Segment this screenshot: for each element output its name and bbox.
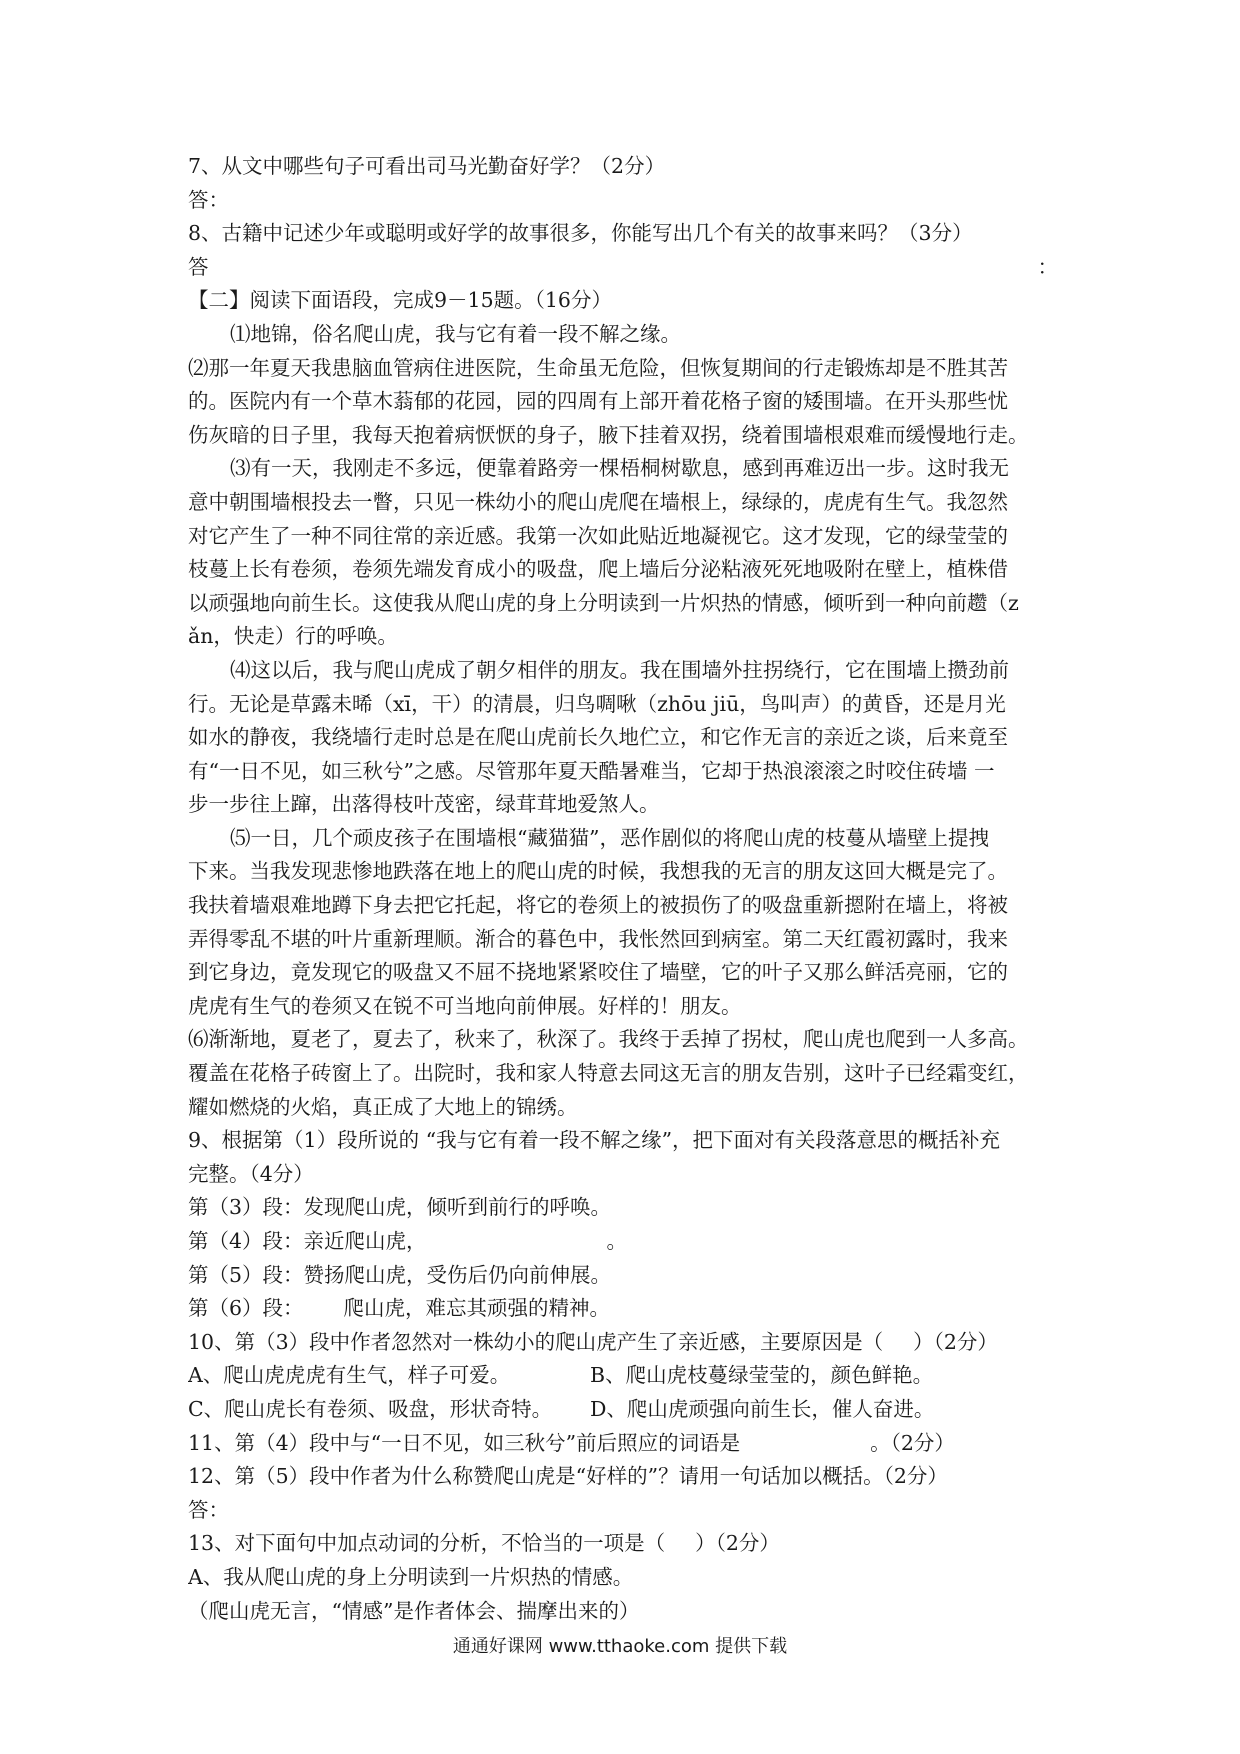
passage-paragraph-4-line: 行。无论是草露未晞（xī，干）的清晨，归鸟啁啾（zhōu jiū，鸟叫声）的黄昏，还是月光 bbox=[188, 691, 1006, 716]
q10-option-a[interactable]: A、爬山虎虎虎有生气，样子可爱。 bbox=[188, 1363, 511, 1388]
q7-answer-label: 答： bbox=[188, 187, 229, 212]
q11-question-start: 11、第（4）段中与“一日不见，如三秋兮”前后照应的词语是 bbox=[188, 1430, 741, 1455]
page-footer: 通通好课网 www.tthaoke.com 提供下载 bbox=[452, 1636, 788, 1657]
q10-question-end: ）（2分） bbox=[913, 1329, 998, 1354]
q7-question: 7、从文中哪些句子可看出司马光勤奋好学？（2分） bbox=[188, 154, 666, 178]
passage-paragraph-4-line: 有“一日不见，如三秋兮”之感。尽管那年夏天酷暑难当，它却于热浪滚滚之时咬住砖墙 一 bbox=[188, 758, 995, 783]
q9-item-p6 bbox=[188, 1292, 1058, 1326]
q9-item-p5: 第（5）段：赞扬爬山虎，受伤后仍向前伸展。 bbox=[188, 1262, 612, 1287]
q13-option-a: A、我从爬山虎的身上分明读到一片炽热的情感。 bbox=[188, 1564, 634, 1589]
passage-paragraph-5-line: 到它身边，竟发现它的吸盘又不屈不挠地紧紧咬住了墙壁，它的叶子又那么鲜活亮丽，它的 bbox=[188, 960, 1008, 985]
section2-heading: 【二】阅读下面语段，完成9－15题。（16分） bbox=[188, 288, 612, 313]
passage-paragraph-2-line: 伤灰暗的日子里，我每天抱着病恹恹的身子，腋下挂着双拐，绕着围墙根艰难而缓慢地行走。 bbox=[188, 422, 1029, 447]
document-content bbox=[188, 150, 1058, 1628]
passage-paragraph-4-line: ⑷这以后，我与爬山虎成了朝夕相伴的朋友。我在围墙外拄拐绕行，它在围墙上攒劲前 bbox=[230, 657, 1009, 682]
q13-note-a: （爬山虎无言，“情感”是作者体会、揣摩出来的） bbox=[188, 1598, 640, 1623]
passage-paragraph-4-line: 如水的静夜，我绕墙行走时总是在爬山虎前长久地伫立，和它作无言的亲近之谈，后来竟至 bbox=[188, 725, 1008, 750]
q8-answer-line bbox=[188, 251, 1058, 285]
q9-item-p6-start: 第（6）段： bbox=[188, 1296, 304, 1321]
passage-paragraph-2-line: ⑵那一年夏天我患脑血管病住进医院，生命虽无危险，但恢复期间的行走锻炼却是不胜其苦 bbox=[188, 355, 1008, 380]
passage-paragraph-5-line: ⑸一日，几个顽皮孩子在围墙根“藏猫猫”，恶作剧似的将爬山虎的枝蔓从墙壁上提拽 bbox=[230, 825, 989, 850]
passage-paragraph-3-line: ⑶有一天，我刚走不多远，便靠着路旁一棵梧桐树歇息，感到再难迈出一步。这时我无 bbox=[230, 456, 1009, 481]
passage-paragraph-6-line: 耀如燃烧的火焰，真正成了大地上的锦绣。 bbox=[188, 1094, 578, 1119]
q8-question: 8、古籍中记述少年或聪明或好学的故事很多，你能写出几个有关的故事来吗？（3分） bbox=[188, 221, 973, 246]
q10-question bbox=[188, 1326, 1058, 1360]
passage-paragraph-6-line: ⑹渐渐地，夏老了，夏去了，秋来了，秋深了。我终于丢掉了拐杖，爬山虎也爬到一人多高。 bbox=[188, 1027, 1029, 1052]
q9-question-line: 完整。（4分） bbox=[188, 1161, 314, 1186]
passage-paragraph-3-line: ǎn，快走）行的呼唤。 bbox=[188, 624, 398, 649]
passage-paragraph-2-line: 的。医院内有一个草木蓊郁的花园，园的四周有上部开着花格子窗的矮围墙。在开头那些忧 bbox=[188, 389, 1008, 414]
q11-question-end: 。（2分） bbox=[870, 1430, 955, 1455]
q10-option-c[interactable]: C、爬山虎长有卷须、吸盘，形状奇特。 bbox=[188, 1396, 553, 1421]
q8-answer-colon: ： bbox=[1037, 254, 1058, 279]
q9-item-p4-start: 第（4）段：亲近爬山虎， bbox=[188, 1229, 427, 1253]
q12-answer-label: 答： bbox=[188, 1497, 229, 1522]
passage-paragraph-6-line: 覆盖在花格子砖窗上了。出院时，我和家人特意去同这无言的朋友告别，这叶子已经霜变红， bbox=[188, 1061, 1029, 1086]
q10-options-row-2 bbox=[188, 1393, 1058, 1427]
q9-item-p4-end: 。 bbox=[606, 1229, 628, 1253]
q10-option-b[interactable]: B、爬山虎枝蔓绿莹莹的，颜色鲜艳。 bbox=[590, 1363, 934, 1388]
q9-item-p6-end: 爬山虎，难忘其顽强的精神。 bbox=[343, 1296, 611, 1321]
passage-paragraph-3-line: 枝蔓上长有卷须，卷须先端发育成小的吸盘，爬上墙后分泌粘液死死地吸附在壁上，植株借 bbox=[188, 557, 1008, 582]
passage-paragraph-3-line: 对它产生了一种不同往常的亲近感。我第一次如此贴近地凝视它。这才发现，它的绿莹莹的 bbox=[188, 523, 1008, 548]
passage-paragraph-5-line: 下来。当我发现悲惨地跌落在地上的爬山虎的时候，我想我的无言的朋友这回大概是完了。 bbox=[188, 859, 1008, 884]
passage-paragraph-3-line: 意中朝围墙根投去一瞥，只见一株幼小的爬山虎爬在墙根上，绿绿的，虎虎有生气。我忽然 bbox=[188, 489, 1008, 514]
passage-paragraph-5-line: 弄得零乱不堪的叶片重新理顺。渐合的暮色中，我怅然回到病室。第二天红霞初露时，我来 bbox=[188, 926, 1008, 951]
q9-item-p3: 第（3）段：发现爬山虎，倾听到前行的呼唤。 bbox=[188, 1195, 612, 1220]
passage-paragraph-5-line: 虎虎有生气的卷须又在锐不可当地向前伸展。好样的！朋友。 bbox=[188, 993, 742, 1018]
passage-paragraph-1: ⑴地锦，俗名爬山虎，我与它有着一段不解之缘。 bbox=[230, 321, 681, 346]
q13-question-end: ）（2分） bbox=[695, 1531, 780, 1556]
q13-question bbox=[188, 1527, 1058, 1561]
passage-paragraph-4-line: 步一步往上蹿，出落得枝叶茂密，绿茸茸地爱煞人。 bbox=[188, 792, 660, 817]
q8-answer-label: 答 bbox=[188, 254, 209, 279]
passage-paragraph-3-line: 以顽强地向前生长。这使我从爬山虎的身上分明读到一片炽热的情感，倾听到一种向前趱（z bbox=[188, 590, 1019, 615]
q12-question: 12、第（5）段中作者为什么称赞爬山虎是“好样的”？请用一句话加以概括。（2分） bbox=[188, 1464, 948, 1489]
q9-item-p4 bbox=[188, 1225, 1058, 1259]
q9-question-line: 9、根据第（1）段所说的 “我与它有着一段不解之缘”，把下面对有关段落意思的概括补充 bbox=[188, 1128, 1001, 1153]
q10-question-start: 10、第（3）段中作者忽然对一株幼小的爬山虎产生了亲近感，主要原因是（ bbox=[188, 1329, 884, 1354]
q10-options-row-1 bbox=[188, 1359, 1058, 1393]
q10-option-d[interactable]: D、爬山虎顽强向前生长，催人奋进。 bbox=[590, 1396, 935, 1421]
q11-question bbox=[188, 1427, 1058, 1461]
q13-question-start: 13、对下面句中加点动词的分析，不恰当的一项是（ bbox=[188, 1531, 666, 1556]
passage-paragraph-5-line: 我扶着墙艰难地蹲下身去把它托起，将它的卷须上的被损伤了的吸盘重新摁附在墙上，将被 bbox=[188, 893, 1008, 918]
